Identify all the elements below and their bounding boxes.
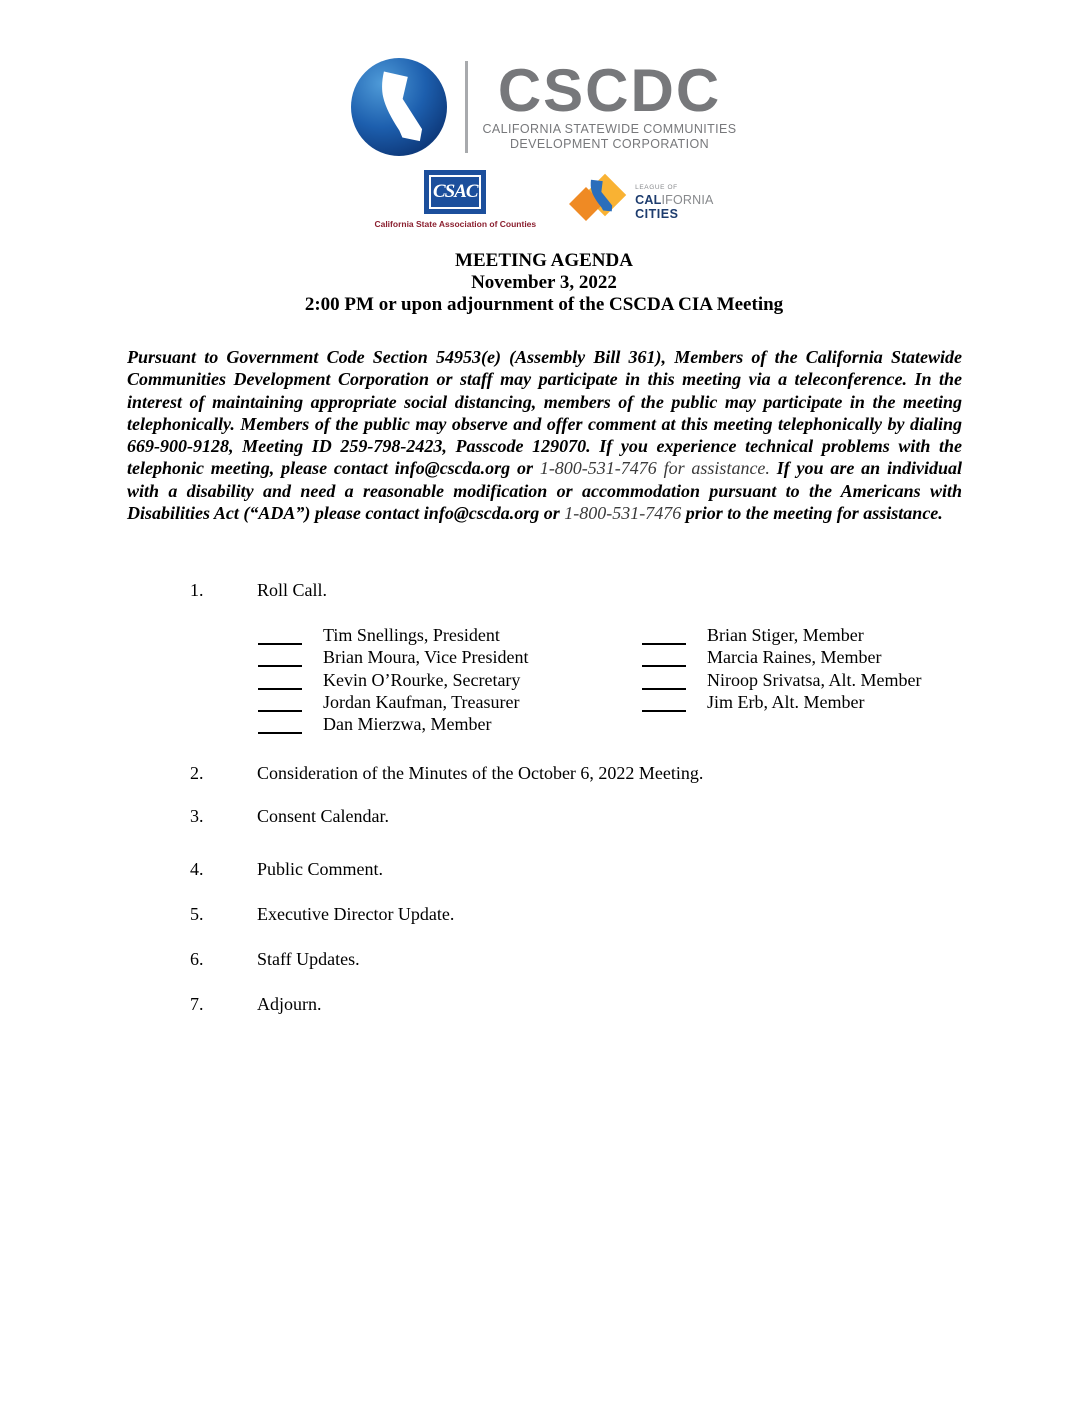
agenda-item-text: Executive Director Update. xyxy=(257,904,455,925)
roll-call-column-left xyxy=(258,622,642,734)
agenda-item-3 xyxy=(127,805,978,827)
roll-call-entry xyxy=(642,690,921,712)
agenda-item-1 xyxy=(127,579,978,601)
meeting-time: 2:00 PM or upon adjournment of the CSCDA CIA Meeting xyxy=(304,294,784,315)
cscdc-abbr: CSCDC xyxy=(497,57,722,124)
notice-segment: Pursuant to Government Code Section 54953(e) (Assembly Bill 361), Members of the California Statewide Communities Development Corporation or staff may participate in this meeting via a teleconference. In the interest of maintaining appropriate social distancing, members of the public may participate in the meeting telephonically. Members of the public may observe and offer comment at this meeting telephonically by dialing 669-900-9128, Meeting ID 259-798-2423, Passcode 129070. If you experience technical problems with the telephonic meeting, please contact info@cscda.org or xyxy=(127,347,962,479)
roll-call-name: Tim Snellings, President xyxy=(323,624,500,645)
cscdc-logo xyxy=(0,0,1088,156)
agenda-item-5 xyxy=(127,903,978,925)
agenda-item-4 xyxy=(127,858,978,880)
notice-segment: If you are an individual with a disability and need a reasonable modification or accommodation pursuant to the Americans with Disabilities Act (“ADA”) please contact info@cscda.org or xyxy=(127,458,962,524)
agenda-item-7 xyxy=(127,993,978,1015)
signature-blank xyxy=(258,696,302,712)
agenda-item-6 xyxy=(127,948,978,970)
roll-call-entry xyxy=(642,622,921,644)
notice-segment: 1-800-531-7476 xyxy=(564,503,682,524)
signature-blank xyxy=(642,674,686,690)
california-globe-icon xyxy=(351,58,447,156)
roll-call-name: Niroop Srivatsa, Alt. Member xyxy=(707,669,922,690)
meeting-date: November 3, 2022 xyxy=(471,272,617,293)
roll-call-name: Kevin O’Rourke, Secretary xyxy=(323,669,521,690)
roll-call-entry xyxy=(258,690,642,712)
csac-box-icon xyxy=(424,170,486,214)
roll-call-entry xyxy=(258,712,642,734)
league-text xyxy=(635,177,713,221)
league-of-california-cities-logo xyxy=(570,170,713,226)
signature-blank xyxy=(258,718,302,734)
roll-call-column-right xyxy=(642,622,921,734)
cscdc-logotype xyxy=(482,57,737,152)
agenda-item-text: Adjourn. xyxy=(257,994,322,1015)
meeting-title: MEETING AGENDA xyxy=(455,250,633,271)
league-line2 xyxy=(635,194,713,207)
roll-call-name: Jordan Kaufman, Treasurer xyxy=(323,691,520,712)
roll-call-entry xyxy=(258,622,642,644)
roll-call-entry xyxy=(258,667,642,689)
agenda-item-text: Roll Call. xyxy=(257,580,328,601)
signature-blank xyxy=(258,629,302,645)
csac-inner-border xyxy=(429,175,481,209)
roll-call-entry xyxy=(642,645,921,667)
roll-call-name: Brian Moura, Vice President xyxy=(323,647,529,668)
agenda-item-text: Consideration of the Minutes of the October 6, 2022 Meeting. xyxy=(257,763,704,784)
agenda-item-text: Public Comment. xyxy=(257,859,383,880)
notice-segment: 1-800-531-7476 for assistance. xyxy=(539,458,770,479)
league-line3: CITIES xyxy=(635,207,679,222)
cscdc-name-line2: DEVELOPMENT CORPORATION xyxy=(509,137,710,151)
california-state-icon xyxy=(367,66,433,148)
cscdc-name-line1: CALIFORNIA STATEWIDE COMMUNITIES xyxy=(482,122,737,136)
cscdc-full-name xyxy=(482,122,736,152)
roll-call-name: Dan Mierzwa, Member xyxy=(323,714,492,735)
california-state-blue-icon xyxy=(586,176,614,216)
league-line1: LEAGUE OF xyxy=(635,184,678,192)
signature-blank xyxy=(642,651,686,667)
agenda-item-number: 5. xyxy=(190,904,204,925)
agenda-item-number: 3. xyxy=(190,806,204,827)
agenda-list xyxy=(127,579,978,1015)
agenda-item-number: 2. xyxy=(190,763,204,784)
agenda-item-2 xyxy=(127,762,978,784)
roll-call-name: Brian Stiger, Member xyxy=(707,624,864,645)
signature-blank xyxy=(258,651,302,667)
notice-segment: prior to the meeting for assistance. xyxy=(681,503,943,524)
logo-divider xyxy=(465,61,468,153)
roll-call-entry xyxy=(258,645,642,667)
partner-logos xyxy=(0,170,1088,230)
roll-call-list xyxy=(127,622,978,734)
roll-call-name: Jim Erb, Alt. Member xyxy=(707,691,865,712)
csac-logo xyxy=(374,170,536,229)
agenda-item-text: Staff Updates. xyxy=(257,949,360,970)
csac-caption: California State Association of Counties xyxy=(374,219,537,229)
roll-call-name: Marcia Raines, Member xyxy=(707,647,882,668)
agenda-item-text: Consent Calendar. xyxy=(257,806,389,827)
meeting-title-block xyxy=(0,250,1088,316)
agenda-item-number: 4. xyxy=(190,859,204,880)
agenda-item-number: 6. xyxy=(190,949,204,970)
agenda-item-number: 1. xyxy=(190,580,204,601)
signature-blank xyxy=(258,674,302,690)
league-line2-bold: CAL xyxy=(635,192,662,207)
signature-blank xyxy=(642,696,686,712)
notice-paragraph xyxy=(127,346,962,524)
signature-blank xyxy=(642,629,686,645)
roll-call-entry xyxy=(642,667,921,689)
league-diamond-icon xyxy=(570,172,628,226)
csac-abbr: CSAC xyxy=(433,181,478,202)
league-line2-rest: IFORNIA xyxy=(661,192,714,207)
agenda-item-number: 7. xyxy=(190,994,204,1015)
